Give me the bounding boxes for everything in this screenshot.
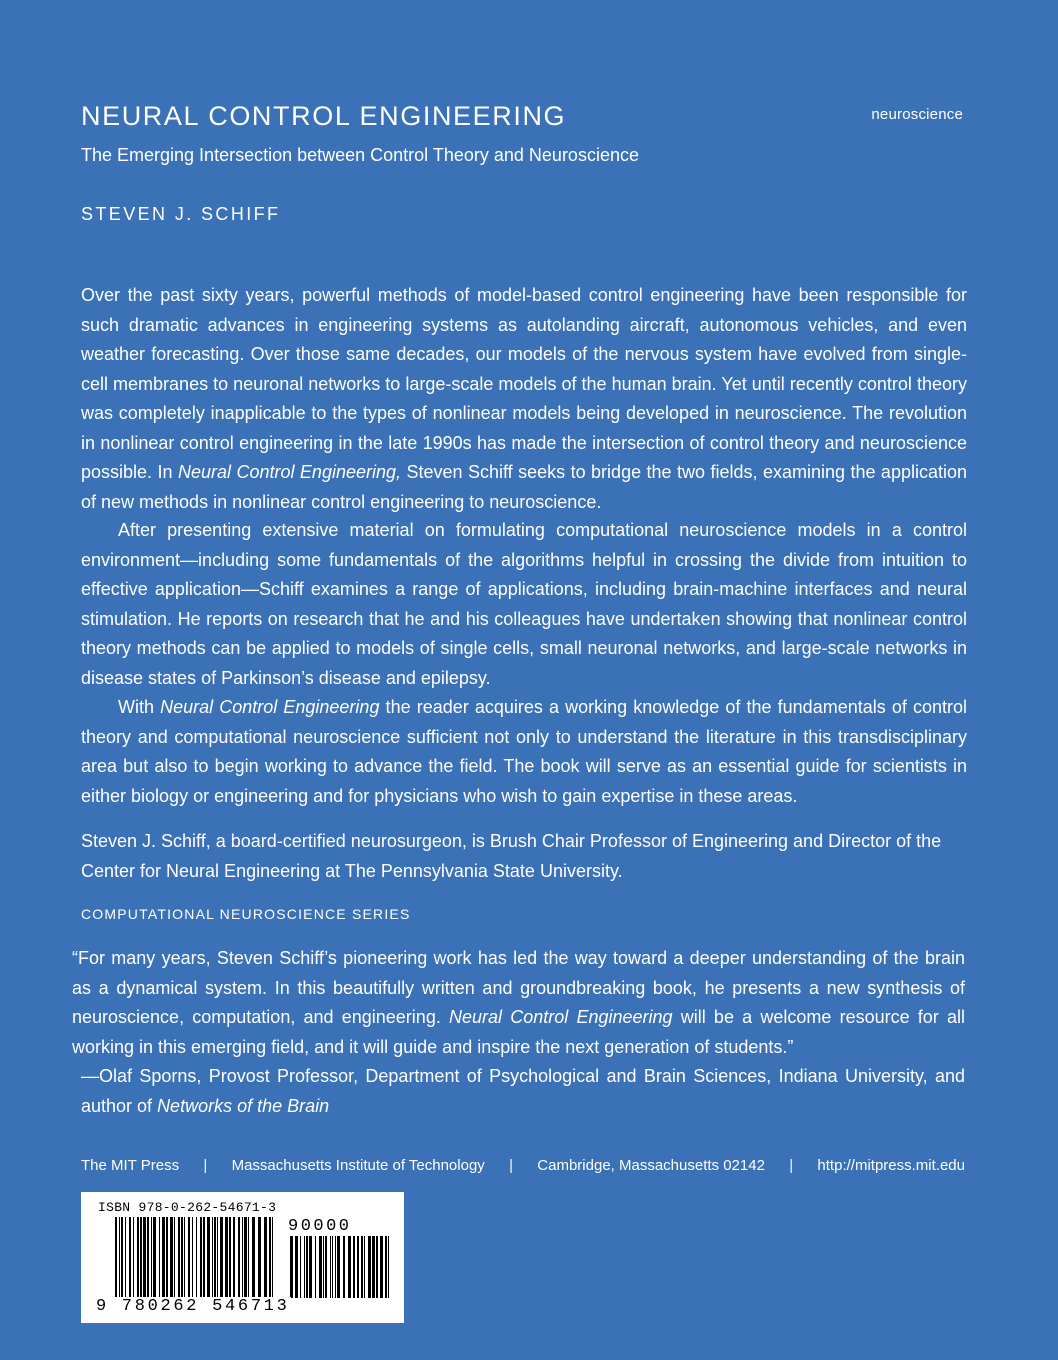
publisher-name: The MIT Press <box>81 1157 180 1174</box>
barcode-bar <box>143 1217 146 1305</box>
barcode-bar <box>252 1217 255 1305</box>
barcode-bar <box>319 1236 322 1298</box>
barcode-bar <box>207 1217 210 1305</box>
barcode-addon-bars <box>290 1236 390 1298</box>
book-subtitle: The Emerging Intersection between Control Theory and Neuroscience <box>81 145 639 165</box>
publisher-institution: Massachusetts Institute of Technology <box>231 1157 485 1174</box>
author-name: STEVEN J. SCHIFF <box>81 204 281 224</box>
description-paragraph-2: After presenting extensive material on formulating computational neuroscience models in a control environment—including some fundamentals of the algorithms helpful in crossing the divide from intuition to effective application—Schiff examines a range of applications, including brain-machine interfaces and neural stimulation. He reports on research that he and his colleagues have undertaken showing that nonlinear control theory methods can be applied to models of single cells, small neuronal networks, and large-scale networks in disease states of Parkinson’s disease and epilepsy. <box>81 520 967 688</box>
barcode-bar <box>337 1236 340 1298</box>
barcode-bar <box>225 1217 228 1305</box>
barcode-bars <box>115 1217 275 1305</box>
barcode-bar <box>181 1217 183 1305</box>
barcode-bar <box>264 1217 267 1305</box>
barcode-bar <box>323 1236 324 1298</box>
barcode-bar <box>192 1217 193 1305</box>
barcode-bar <box>174 1217 175 1305</box>
author-bio: Steven J. Schiff, a board-certified neurosurgeon, is Brush Chair Professor of Engineering and Director of the Center for Neural Engineering at The Pennsylvania State University. <box>81 831 942 881</box>
barcode-bar <box>357 1236 359 1298</box>
barcode-bar <box>385 1236 387 1298</box>
barcode-bar <box>325 1236 327 1298</box>
barcode-bar <box>309 1236 312 1298</box>
category-label: neuroscience <box>871 106 963 123</box>
price-code: 90000 <box>288 1217 352 1236</box>
barcode-bar <box>125 1217 126 1305</box>
barcode-bar <box>153 1217 156 1305</box>
barcode-bar <box>140 1217 142 1305</box>
barcode-bar <box>188 1217 190 1305</box>
barcode-bar <box>380 1236 383 1298</box>
barcode-bar <box>330 1236 331 1298</box>
barcode-bar <box>304 1236 305 1298</box>
barcode-bar <box>335 1236 336 1298</box>
barcode-bar <box>147 1217 149 1305</box>
barcode-bar <box>151 1217 152 1305</box>
footer-separator: | <box>203 1157 208 1174</box>
endorsement-attribution: —Olaf Sporns, Provost Professor, Department of Psychological and Brain Sciences, Indiana University, and author of Networks of the Brain <box>81 1066 965 1116</box>
barcode-bar <box>272 1217 273 1305</box>
barcode-bar <box>332 1236 333 1298</box>
barcode-bar <box>258 1217 261 1305</box>
barcode-bar <box>115 1217 117 1305</box>
barcode-bar <box>137 1217 139 1305</box>
barcode-bar <box>364 1236 365 1298</box>
barcode-bar <box>306 1236 308 1298</box>
barcode-bar <box>170 1217 173 1305</box>
barcode-bar <box>248 1217 249 1305</box>
barcode-bar <box>361 1236 363 1298</box>
barcode-bar <box>196 1217 197 1305</box>
barcode-bar <box>242 1217 243 1305</box>
barcode-bar <box>217 1217 218 1305</box>
barcode-bar <box>295 1236 298 1298</box>
barcode-bar <box>238 1217 240 1305</box>
barcode-bar <box>368 1236 371 1298</box>
book-title: NEURAL CONTROL ENGINEERING <box>81 101 567 131</box>
barcode-bar <box>203 1217 205 1305</box>
barcode-bar <box>372 1236 375 1298</box>
isbn-barcode <box>81 1192 404 1323</box>
barcode-bar <box>300 1236 301 1298</box>
barcode-bar <box>129 1217 131 1305</box>
barcode-bar <box>214 1217 216 1305</box>
barcode-bar <box>178 1217 180 1305</box>
endorsement-quote: “For many years, Steven Schiff’s pioneering work has led the way toward a deeper understanding of the brain as a dynamical system. In this beautifully written and groundbreaking book, he presents a new synthesis of neuroscience, computation, and engineering. Neural Control Engineering will be a welcome resource for all working in this emerging field, and it will guide and inspire the next generation of students.” —Olaf Sporns, Provost Professor, Department of Psychological and Brain Sciences, Indiana University, and author of Networks of the Brain <box>72 944 965 1121</box>
publisher-address: Cambridge, Massachusetts 02142 <box>537 1157 765 1174</box>
barcode-bar <box>244 1217 247 1305</box>
publisher-footer <box>81 1157 965 1174</box>
barcode-bar <box>233 1217 235 1305</box>
barcode-bar <box>376 1236 378 1298</box>
footer-separator: | <box>509 1157 513 1174</box>
barcode-digits: 9 780262 546713 <box>96 1297 290 1316</box>
barcode-bar <box>121 1217 123 1305</box>
barcode-bar <box>133 1217 134 1305</box>
barcode-bar <box>343 1236 345 1298</box>
footer-separator: | <box>789 1157 794 1174</box>
barcode-bar <box>229 1217 231 1305</box>
barcode-bar <box>220 1217 223 1305</box>
barcode-bar <box>315 1236 316 1298</box>
barcode-bar <box>119 1217 120 1305</box>
barcode-bar <box>184 1217 185 1305</box>
barcode-bar <box>162 1217 165 1305</box>
barcode-bar <box>166 1217 168 1305</box>
barcode-bar <box>348 1236 351 1298</box>
barcode-bar <box>269 1217 271 1305</box>
barcode-bar <box>212 1217 213 1305</box>
barcode-bar <box>159 1217 160 1305</box>
barcode-bar <box>290 1236 293 1298</box>
series-name: COMPUTATIONAL NEUROSCIENCE SERIES <box>81 906 411 922</box>
description-paragraph-1: Over the past sixty years, powerful methods of model-based control engineering have been responsible for such dramatic advances in engineering systems as autolanding aircraft, autonomous vehicles, and even weather forecasting. Over those same decades, our models of the nervous system have evolved from single-cell membranes to neuronal networks to large-scale models of the human brain. Yet until recently control theory was completely inapplicable to the types of nonlinear models being developed in neuroscience. The revolution in nonlinear control engineering in the late 1990s has made the intersection of control theory and neuroscience possible. In Neural Control Engineering, Steven Schiff seeks to bridge the two fields, examining the application of new methods in nonlinear control engineering to neuroscience. <box>81 285 967 512</box>
isbn-label: ISBN 978-0-262-54671-3 <box>98 1200 277 1215</box>
publisher-url: http://mitpress.mit.edu <box>817 1157 965 1174</box>
barcode-bar <box>388 1236 389 1298</box>
barcode-bar <box>353 1236 355 1298</box>
barcode-bar <box>200 1217 202 1305</box>
description-paragraph-3: With Neural Control Engineering the reader acquires a working knowledge of the fundamentals of control theory and computational neuroscience sufficient not only to understand the literature in this transdisciplinary area but also to begin working to advance the field. The book will serve as an essential guide for scientists in either biology or engineering and for physicians who wish to gain expertise in these areas. <box>81 697 967 806</box>
